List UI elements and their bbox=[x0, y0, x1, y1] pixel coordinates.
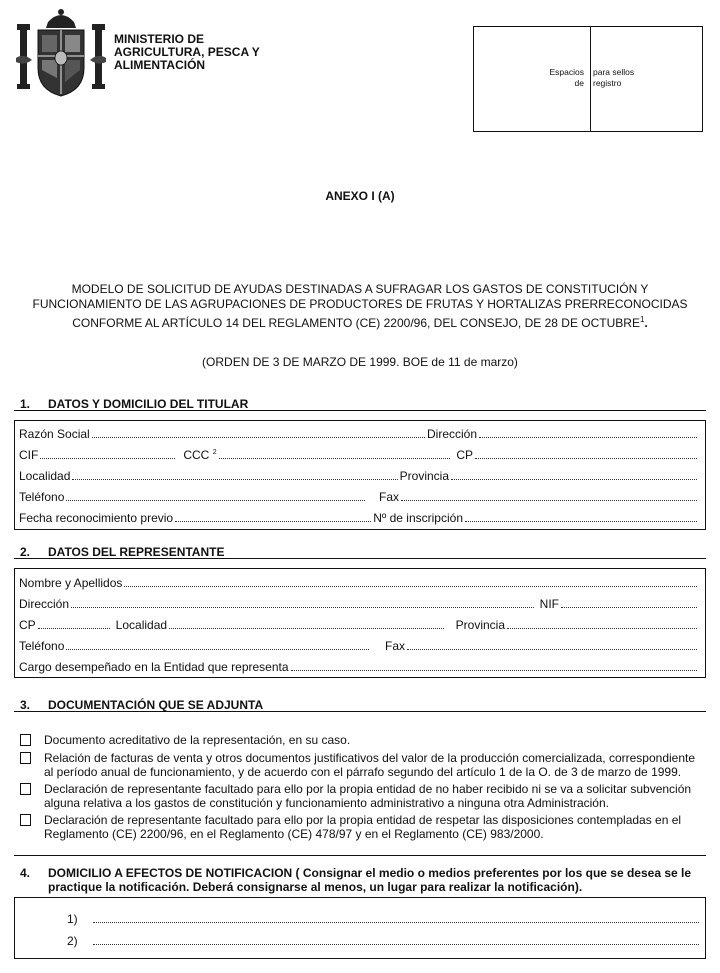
section-1-rule bbox=[14, 410, 706, 411]
document-2-text-line-2: al período anual de funcionamiento, y de acuerdo con el párrafo segundo del artículo 1 de la O. de 3 de marzo de 1999. bbox=[44, 765, 682, 779]
ministry-line-3: ALIMENTACIÓN bbox=[114, 58, 206, 72]
section-1-title: DATOS Y DOMICILIO DEL TITULAR bbox=[48, 397, 249, 411]
section-1-number: 1. bbox=[20, 397, 31, 411]
rep-localidad-field[interactable] bbox=[169, 627, 444, 629]
document-item-1 bbox=[20, 733, 710, 747]
document-2-checkbox[interactable] bbox=[20, 752, 31, 764]
section-4-heading bbox=[20, 866, 710, 894]
row-cp-rep bbox=[19, 616, 699, 632]
footnote-2-marker: 2 bbox=[212, 449, 217, 456]
section-3-heading bbox=[20, 698, 263, 712]
notification-row-1 bbox=[67, 910, 701, 926]
row-telefono bbox=[19, 488, 699, 504]
stamp-right-line-2: registro bbox=[593, 78, 622, 88]
cp-field[interactable] bbox=[475, 457, 697, 459]
notification-2-field[interactable] bbox=[93, 943, 699, 945]
row-localidad bbox=[19, 467, 699, 483]
section-4-title-line-1: DOMICILIO A EFECTOS DE NOTIFICACION ( Consignar el medio o medios preferentes por los que se desea se le bbox=[48, 866, 692, 880]
notification-row-2 bbox=[67, 932, 701, 948]
ministry-line-2: AGRICULTURA, PESCA Y bbox=[114, 45, 260, 59]
nombre-field[interactable] bbox=[124, 585, 697, 587]
razon-social-label: Razón Social bbox=[19, 427, 90, 441]
document-item-3 bbox=[20, 782, 710, 810]
rep-localidad-label: Localidad bbox=[115, 618, 168, 632]
fecha-reconocimiento-label: Fecha reconocimiento previo bbox=[19, 511, 174, 525]
rep-cp-field[interactable] bbox=[38, 627, 110, 629]
stamp-left-line-2: de bbox=[574, 78, 584, 88]
cif-label: CIF bbox=[19, 448, 39, 462]
form-title-line-3-end: . bbox=[644, 316, 648, 330]
rep-telefono-label: Teléfono bbox=[19, 639, 65, 653]
section-2-heading bbox=[20, 545, 224, 559]
inscripcion-field[interactable] bbox=[465, 520, 697, 522]
ministry-line-1: MINISTERIO DE bbox=[114, 32, 205, 46]
section-4-number: 4. bbox=[20, 866, 31, 880]
stamp-right-text bbox=[593, 67, 634, 89]
direccion-label: Dirección bbox=[426, 427, 477, 441]
nif-label: NIF bbox=[539, 597, 559, 611]
document-1-checkbox[interactable] bbox=[20, 734, 31, 746]
rep-cp-label: CP bbox=[19, 618, 36, 632]
telefono-field[interactable] bbox=[66, 499, 365, 501]
nif-field[interactable] bbox=[561, 606, 697, 608]
section-3-title: DOCUMENTACIÓN QUE SE ADJUNTA bbox=[48, 698, 264, 712]
razon-social-field[interactable] bbox=[92, 436, 425, 438]
rep-direccion-field[interactable] bbox=[71, 606, 534, 608]
document-4-checkbox[interactable] bbox=[20, 814, 31, 826]
annex-title: ANEXO I (A) bbox=[325, 189, 395, 203]
document-1-text: Documento acreditativo de la representación, en su caso. bbox=[44, 733, 351, 747]
provincia-field[interactable] bbox=[451, 478, 697, 480]
document-4-text-line-1: Declaración de representante facultado para ello por la propia entidad de respetar las disposiciones contempladas en el bbox=[44, 813, 682, 827]
direccion-field[interactable] bbox=[479, 436, 697, 438]
section-1-heading bbox=[20, 397, 248, 411]
cargo-field[interactable] bbox=[291, 669, 697, 671]
section-3-rule bbox=[14, 711, 706, 712]
rep-telefono-field[interactable] bbox=[66, 648, 369, 650]
cp-label: CP bbox=[456, 448, 473, 462]
document-4-text-line-2: Reglamento (CE) 2200/96, en el Reglamento (CE) 478/97 y en el Reglamento (CE) 983/2000. bbox=[44, 827, 544, 841]
rep-provincia-label: Provincia bbox=[455, 618, 505, 632]
form-title-line-2: FUNCIONAMIENTO DE LAS AGRUPACIONES DE PRODUCTORES DE FRUTAS Y HORTALIZAS PRERRECONOCIDAS bbox=[32, 297, 688, 311]
section-4-box bbox=[14, 897, 706, 959]
cargo-label: Cargo desempeñado en la Entidad que representa bbox=[19, 660, 289, 674]
ccc-label bbox=[183, 448, 216, 462]
form-title-line-3-text: CONFORME AL ARTÍCULO 14 DEL REGLAMENTO (CE) 2200/96, DEL CONSEJO, DE 28 DE OCTUBRE bbox=[72, 316, 640, 330]
form-title-line-1: MODELO DE SOLICITUD DE AYUDAS DESTINADAS A SUFRAGAR LOS GASTOS DE CONSTITUCIÓN Y bbox=[71, 282, 649, 296]
ministry-name bbox=[114, 33, 260, 72]
stamp-left-text bbox=[550, 67, 585, 89]
localidad-field[interactable] bbox=[72, 478, 397, 480]
ccc-field[interactable] bbox=[219, 457, 451, 459]
section-2-number: 2. bbox=[20, 545, 31, 559]
provincia-label: Provincia bbox=[399, 469, 449, 483]
inscripcion-label: Nº de inscripción bbox=[373, 511, 463, 525]
stamp-left-line-1: Espacios bbox=[549, 67, 584, 77]
section-4-title-line-2: practique la notificación. Deberá consignarse al menos, un lugar para realizar la notificación). bbox=[48, 880, 583, 894]
document-3-checkbox[interactable] bbox=[20, 783, 31, 795]
section-1-box bbox=[14, 420, 706, 530]
nombre-label: Nombre y Apellidos bbox=[19, 576, 123, 590]
document-item-4 bbox=[20, 813, 710, 841]
document-item-2 bbox=[20, 751, 710, 779]
section-3-number: 3. bbox=[20, 698, 31, 712]
cif-field[interactable] bbox=[40, 457, 175, 459]
section-2-title: DATOS DEL REPRESENTANTE bbox=[48, 545, 225, 559]
stamp-right-line-1: para sellos bbox=[593, 67, 635, 77]
row-cif bbox=[19, 446, 699, 462]
rep-fax-field[interactable] bbox=[407, 648, 697, 650]
notification-2-label: 2) bbox=[67, 934, 78, 948]
document-3-text-line-1: Declaración de representante facultado para ello por la propia entidad de no haber recibido ni se va a solicitar subvención bbox=[44, 782, 692, 796]
order-reference: (ORDEN DE 3 DE MARZO DE 1999. BOE de 11 de marzo) bbox=[202, 355, 518, 369]
fecha-reconocimiento-field[interactable] bbox=[175, 520, 371, 522]
registry-stamp-box bbox=[473, 26, 703, 132]
row-direccion-rep bbox=[19, 595, 699, 611]
rep-fax-label: Fax bbox=[384, 639, 405, 653]
coat-of-arms-icon bbox=[14, 8, 108, 98]
section-2-rule bbox=[14, 558, 706, 559]
notification-1-field[interactable] bbox=[93, 921, 699, 923]
row-cargo bbox=[19, 658, 699, 674]
fax-label: Fax bbox=[378, 490, 399, 504]
stamp-box-divider bbox=[590, 27, 591, 131]
row-nombre bbox=[19, 574, 699, 590]
rep-direccion-label: Dirección bbox=[19, 597, 70, 611]
telefono-label: Teléfono bbox=[19, 490, 65, 504]
localidad-label: Localidad bbox=[19, 469, 71, 483]
row-razon-social bbox=[19, 425, 699, 441]
document-3-text-line-2: alguna relativa a los gastos de constitución y funcionamiento administrativo a ninguna otra Administración. bbox=[44, 796, 609, 810]
row-telefono-rep bbox=[19, 637, 699, 653]
footnote-1-marker: 1 bbox=[639, 315, 645, 324]
form-title bbox=[0, 282, 720, 331]
fax-field[interactable] bbox=[401, 499, 697, 501]
form-title-line-3 bbox=[0, 312, 720, 331]
section-4-top-rule bbox=[14, 855, 706, 856]
section-4-heading-line-1 bbox=[20, 866, 710, 880]
notification-1-label: 1) bbox=[67, 912, 78, 926]
document-2-text-line-1: Relación de facturas de venta y otros documentos justificativos del valor de la producción comercializada, correspondiente bbox=[44, 751, 696, 765]
section-2-box bbox=[14, 568, 706, 678]
row-fecha bbox=[19, 509, 699, 525]
rep-provincia-field[interactable] bbox=[507, 627, 697, 629]
ccc-label-text: CCC bbox=[183, 448, 210, 462]
